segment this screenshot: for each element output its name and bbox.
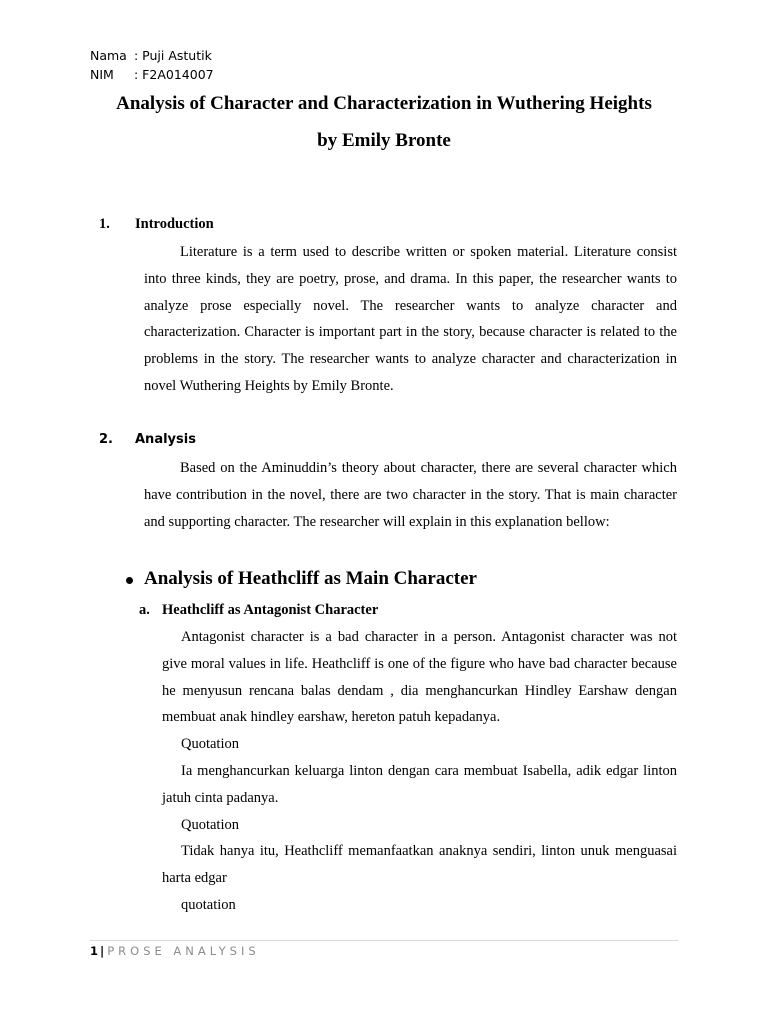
document-title-line-1: Analysis of Character and Characterization in Wuthering Heights: [116, 93, 652, 114]
page-footer: [90, 944, 260, 958]
student-nim-line: [90, 66, 214, 84]
page-number: 1: [90, 944, 99, 958]
body-paragraph: Ia menghancurkan keluarga linton dengan cara membuat Isabella, adik edgar linton jatuh cinta padanya.: [162, 762, 677, 806]
body-paragraph: Tidak hanya itu, Heathcliff memanfaatkan anaknya sendiri, linton unuk menguasai harta edgar: [162, 843, 677, 887]
footer-label: PROSE ANALYSIS: [107, 944, 260, 958]
name-label: Nama: [90, 48, 127, 63]
body-paragraph: Antagonist character is a bad character in a person. Antagonist character was not give moral values in life. Heathcliff is one of the figure who have bad character because he menyusun rencana balas dendam , dia menghancurkan Hindley Earshaw dengan membuat anak hindley earshaw, hereton patuh kepadanya.: [162, 629, 677, 726]
quotation-label: Quotation: [181, 816, 239, 833]
section-title: Analysis: [135, 432, 196, 447]
footer-separator: |: [100, 944, 105, 958]
bullet-heading-text: Analysis of Heathcliff as Main Character: [144, 568, 477, 589]
student-name-line: [90, 47, 212, 65]
paragraph-text: Literature is a term used to describe written or spoken material. Literature consist into three kinds, they are poetry, prose, and drama. In this paper, the researcher wants to analyze prose especially novel. The researcher wants to analyze character and characterization. Character is important part in the story, because character is related to the problems in the story. The researcher wants to analyze character and characterization in novel Wuthering Heights by Emily Bronte.: [144, 244, 677, 394]
paragraph-text: Based on the Aminuddin’s theory about character, there are several character which have contribution in the novel, there are two character in the story. That is main character and supporting character. The researcher will explain in this explanation bellow:: [144, 460, 677, 530]
bullet-dot-icon: [126, 577, 133, 584]
subsection-body: [162, 624, 677, 919]
quotation-label: Quotation: [181, 736, 239, 753]
quotation-label: quotation: [181, 896, 236, 913]
subsection-title: Heathcliff as Antagonist Character: [162, 602, 379, 618]
analysis-paragraph: [144, 455, 677, 535]
section-number: 2.: [99, 432, 113, 447]
introduction-paragraph: [144, 239, 677, 400]
document-title-line-2: by Emily Bronte: [317, 130, 451, 151]
name-value: : Puji Astutik: [134, 48, 212, 63]
section-title: Introduction: [135, 216, 214, 232]
nim-value: : F2A014007: [134, 67, 214, 82]
nim-label: NIM: [90, 67, 114, 82]
footer-divider: [90, 940, 678, 941]
section-number: 1.: [99, 216, 110, 232]
subsection-letter: a.: [139, 602, 150, 618]
